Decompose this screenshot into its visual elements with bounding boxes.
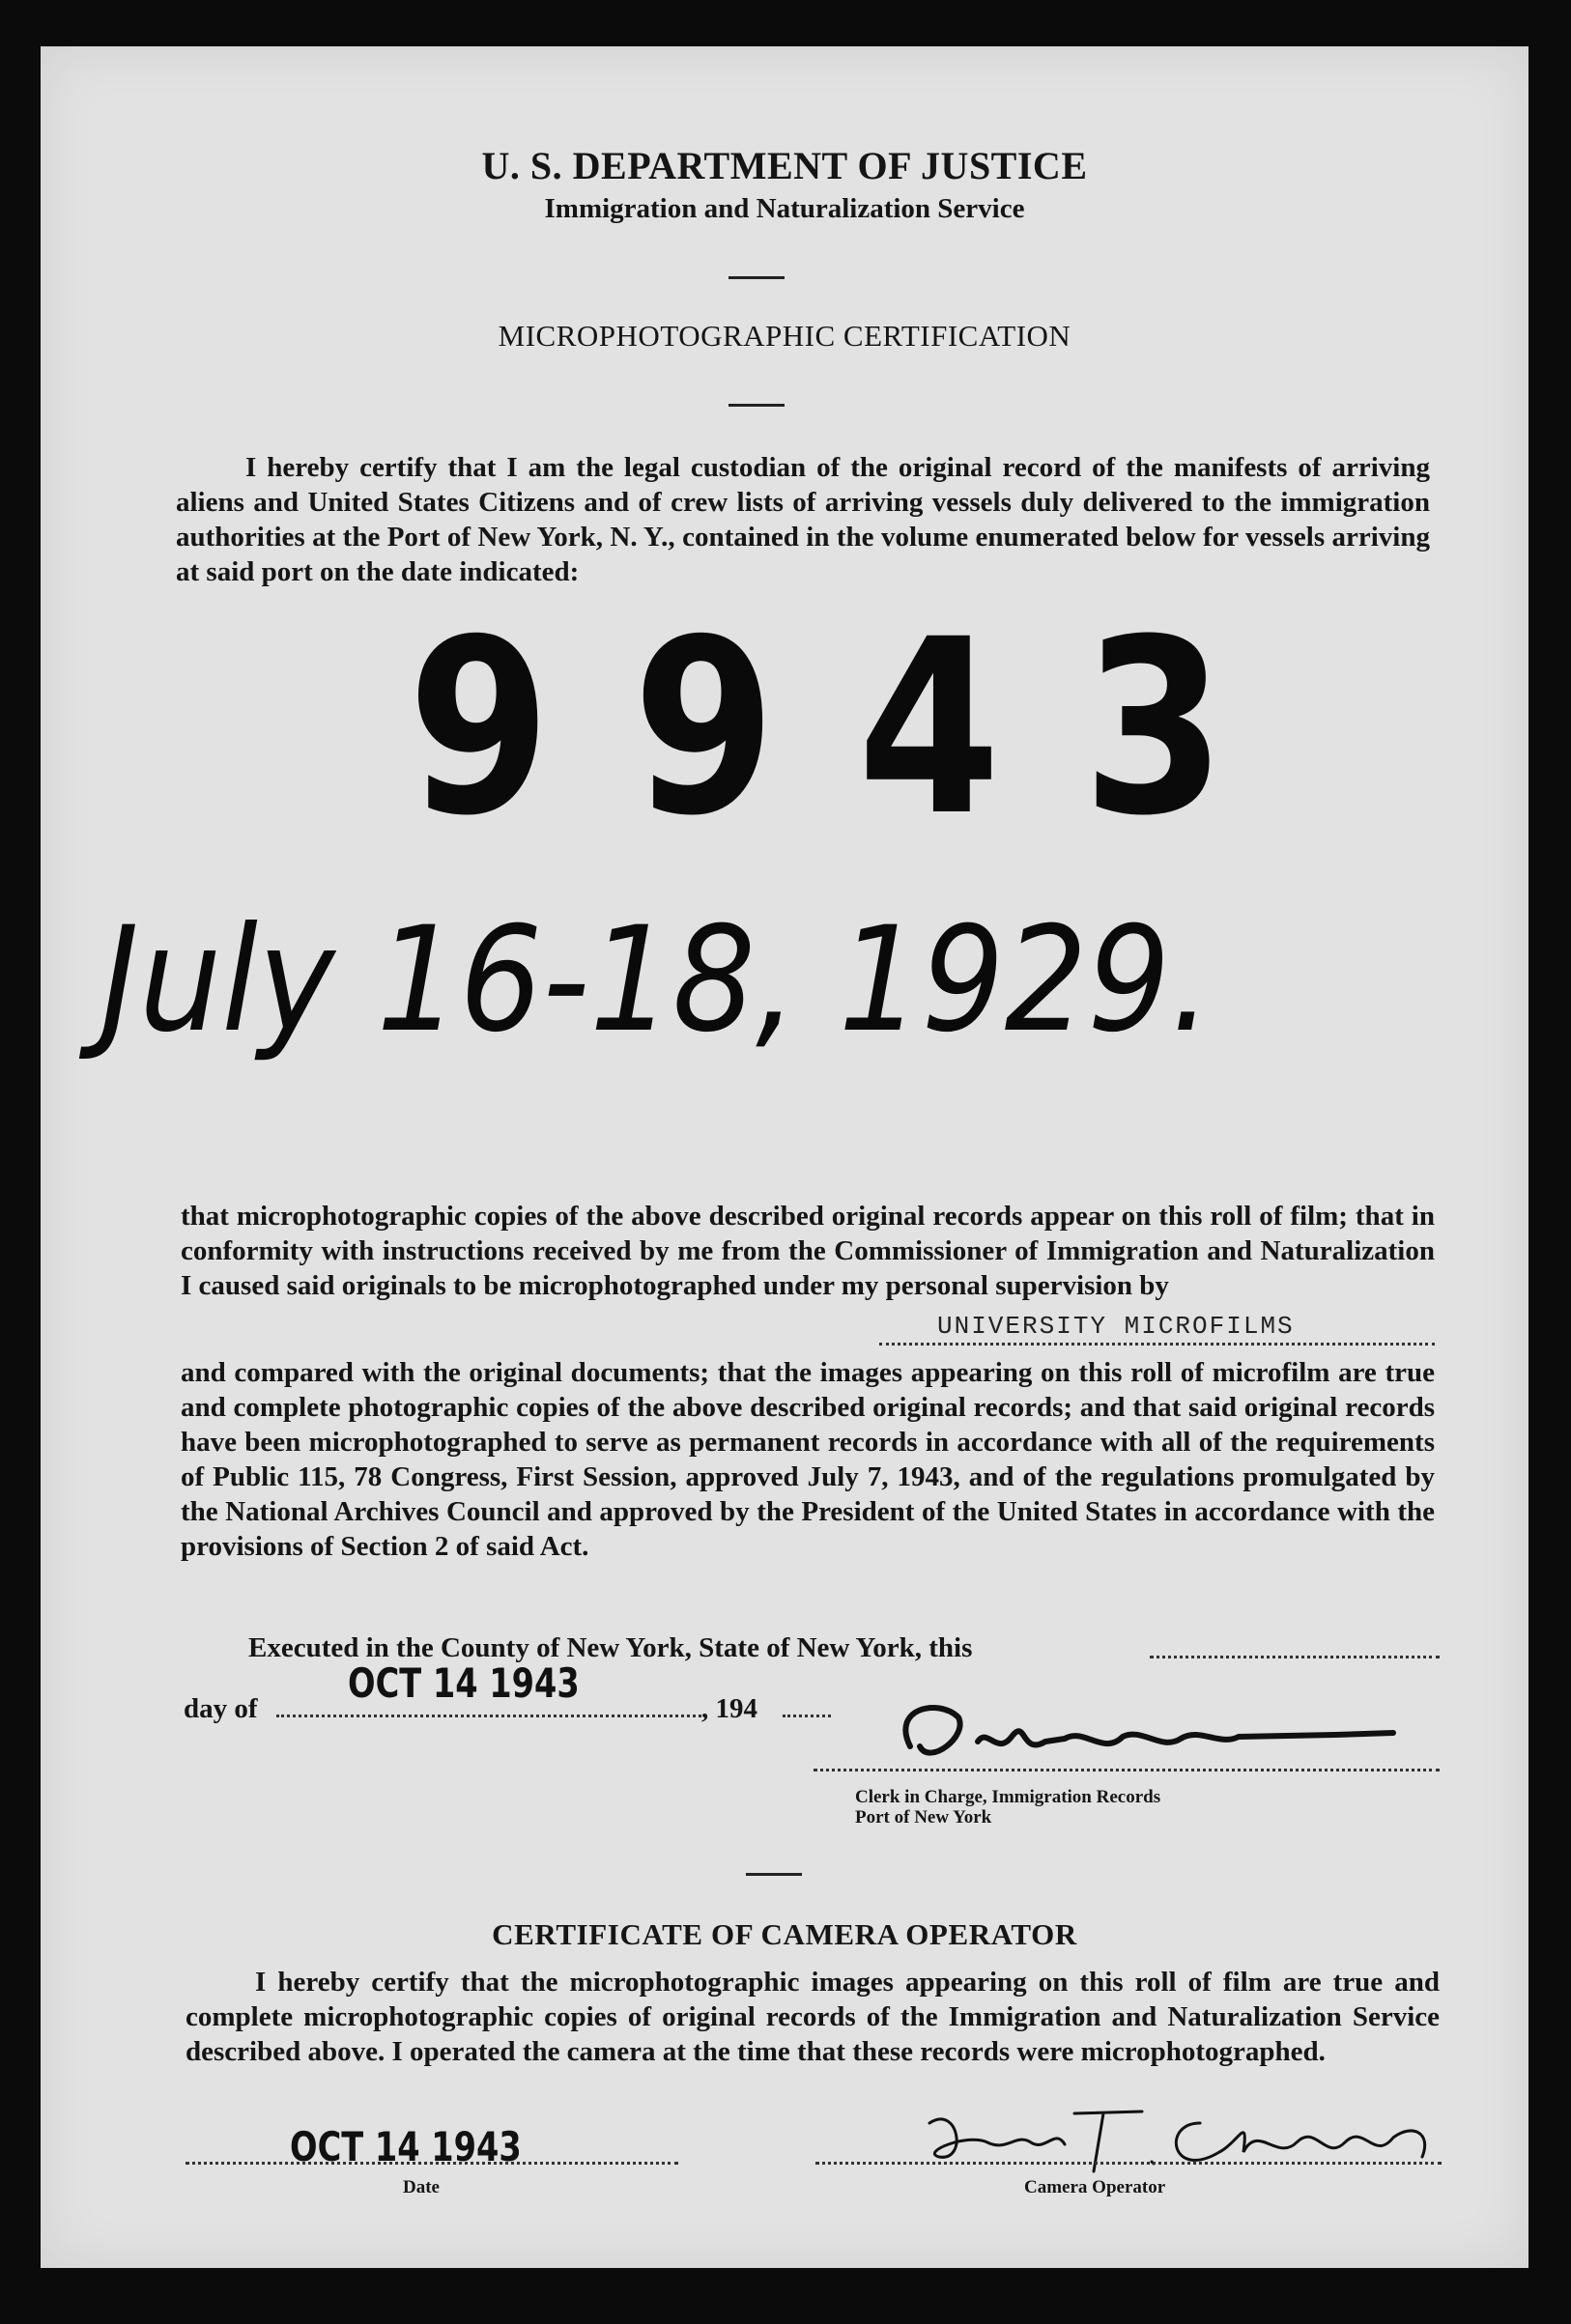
- handwritten-date: July 16-18, 1929.: [100, 896, 1213, 1064]
- year-dotted-line: [783, 1715, 831, 1717]
- clerk-title-line2: Port of New York: [855, 1807, 992, 1828]
- operator-signature: [910, 2084, 1451, 2181]
- date-label: Date: [403, 2177, 440, 2197]
- divider: [746, 1873, 802, 1876]
- operator-signature-line: [815, 2162, 1442, 2165]
- divider: [728, 404, 785, 407]
- handwritten-volume-number: 9943: [408, 587, 1308, 868]
- certification-title: MICROPHOTOGRAPHIC CERTIFICATION: [498, 319, 1071, 353]
- day-dotted-line: [276, 1715, 701, 1717]
- year-prefix: , 194: [701, 1693, 757, 1724]
- supervisor-dotted-line: [879, 1343, 1435, 1346]
- executed-line: Executed in the County of New York, State of New York, this: [248, 1632, 973, 1663]
- certificate-document: [41, 46, 1528, 2268]
- body-paragraph-part1: that microphotographic copies of the above described original records appear on this roll of film; that in conformity with instructions received by me from the Commissioner of Immigration and Naturalization I caused said originals to be microphotographed under my personal supervision by: [181, 1201, 1435, 1301]
- executed-dotted-line: [1150, 1656, 1440, 1658]
- department-heading: U. S. DEPARTMENT OF JUSTICE: [481, 144, 1088, 187]
- stamped-date: OCT 14 1943: [348, 1659, 580, 1707]
- service-subheading: Immigration and Naturalization Service: [544, 193, 1025, 224]
- operator-stamped-date: OCT 14 1943: [290, 2123, 522, 2170]
- intro-paragraph: I hereby certify that I am the legal custodian of the original record of the manifests of arriving aliens and United States Citizens and of crew lists of arriving vessels duly delivered to the immigration authorities at the Port of New York, N. Y., contained in the volume enumerated below for vessels arriving at said port on the date indicated:: [176, 452, 1430, 587]
- divider: [728, 276, 785, 279]
- camera-operator-title: CERTIFICATE OF CAMERA OPERATOR: [492, 1917, 1077, 1951]
- operator-label: Camera Operator: [1024, 2177, 1166, 2197]
- clerk-signature-line: [814, 1769, 1440, 1771]
- clerk-title-line1: Clerk in Charge, Immigration Records: [855, 1787, 1161, 1807]
- typed-company-name: UNIVERSITY MICROFILMS: [937, 1312, 1295, 1341]
- day-of-label: day of: [184, 1693, 258, 1724]
- body-paragraph-part2: and compared with the original documents; that the images appearing on this roll of microfilm are true and complete photographic copies of the above described original records; and that said original records have been microphotographed to serve as permanent records in accordance with all of the requirements of Public 115, 78 Congress, First Session, approved July 7, 1943, and of the regulations promulgated by the National Archives Council and approved by the President of the United States in accordance with the provisions of Section 2 of said Act.: [181, 1357, 1435, 1562]
- camera-operator-paragraph: I hereby certify that the microphotographic images appearing on this roll of film are true and complete microphotographic copies of original records of the Immigration and Naturalization Service described above. I operated the camera at the time that these records were microphotographed.: [186, 1967, 1440, 2067]
